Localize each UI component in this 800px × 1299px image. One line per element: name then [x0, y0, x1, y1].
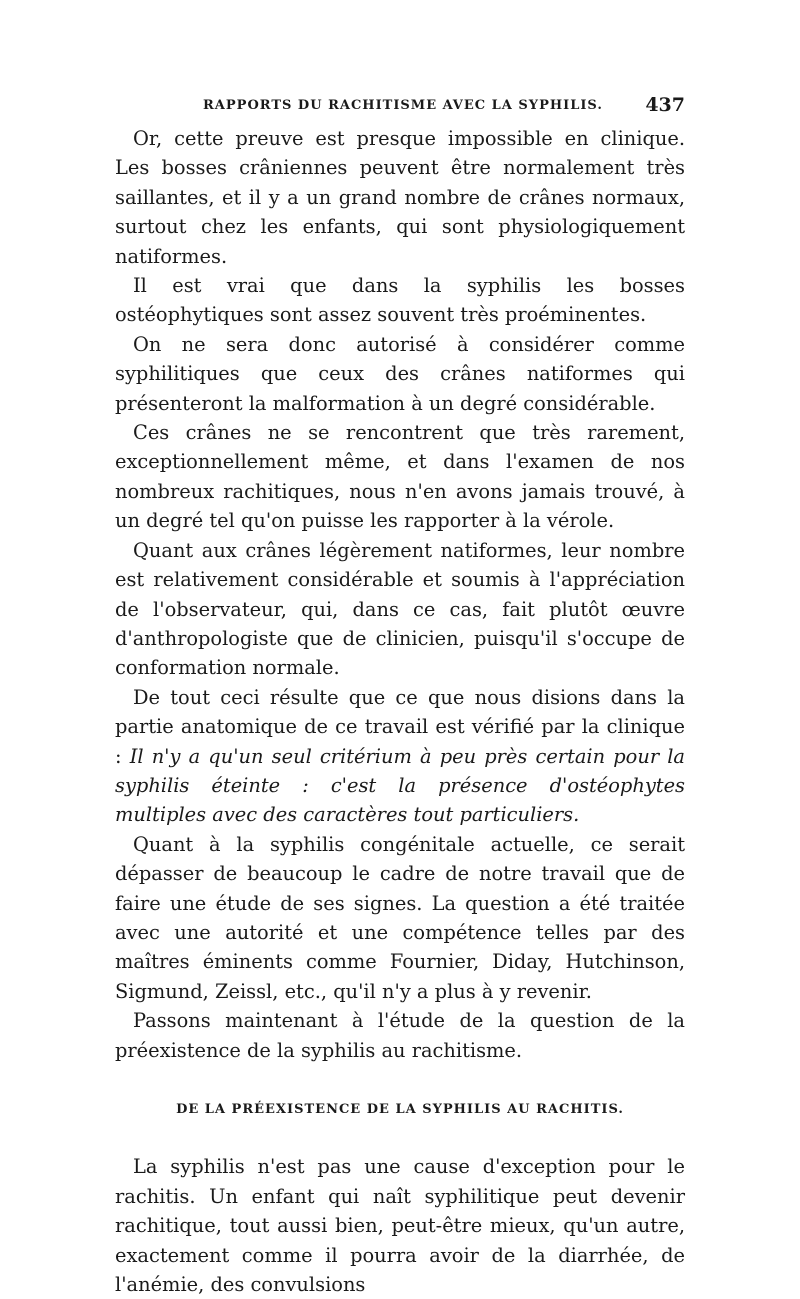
running-title: RAPPORTS DU RACHITISME AVEC LA SYPHILIS. — [203, 98, 603, 113]
body-text — [115, 124, 685, 1299]
paragraph-4: Ces crânes ne se rencontrent que très rarement, exceptionnellement même, et dans l'examen de nos nombreux rachitiques, nous n'en avons jamais trouvé, à un degré tel qu'on puisse les rapporter à la vérole. — [115, 421, 685, 533]
paragraph-5: Quant aux crânes légèrement natiformes, leur nombre est relativement considérable et soumis à l'appréciation de l'observateur, qui, dans ce cas, fait plutôt œuvre d'anthropologiste que de clinicien, puisqu'il s'occupe de conformation normale. — [115, 538, 685, 680]
section-heading: DE LA PRÉEXISTENCE DE LA SYPHILIS AU RACHITIS. — [176, 1102, 624, 1117]
paragraph-2: Il est vrai que dans la syphilis les bosses ostéophytiques sont assez souvent très proéminentes. — [115, 274, 685, 327]
paragraph-6 — [115, 683, 685, 830]
running-head — [115, 90, 685, 124]
paragraph-8: Passons maintenant à l'étude de la question de la préexistence de la syphilis au rachitisme. — [115, 1009, 685, 1062]
paragraph-3: On ne sera donc autorisé à considérer comme syphilitiques que ceux des crânes natiformes qui présenteront la malformation à un degré considérable. — [115, 332, 685, 415]
page-number: 437 — [645, 94, 685, 116]
paragraph-1: Or, cette preuve est presque impossible en clinique. Les bosses crâniennes peuvent être normalement très saillantes, et il y a un grand nombre de crânes normaux, surtout chez les enfants, qui sont physiologiquement natiformes. — [115, 127, 685, 268]
paragraph-6-text: De tout ceci résulte que ce que nous disions dans la partie anatomique de ce travail est vérifié par la clinique : — [115, 685, 685, 768]
paragraph-7: Quant à la syphilis congénitale actuelle, ce serait dépasser de beaucoup le cadre de notre travail que de faire une étude de ses signes. La question a été traitée avec une autorité et une compétence telles par des maîtres éminents comme Fournier, Diday, Hutchinson, Sigmund, Zeissl, etc., qu'il n'y a plus à y revenir. — [115, 832, 685, 1003]
paragraph-6-italic: Il n'y a qu'un seul critérium à peu près certain pour la syphilis éteinte : c'est la présence d'ostéophytes multiples avec des caractères tout particuliers. — [115, 744, 685, 827]
book-page — [115, 90, 685, 1299]
paragraph-9: La syphilis n'est pas une cause d'exception pour le rachitis. Un enfant qui naît syphilitique peut devenir rachitique, tout aussi bien, peut-être mieux, qu'un autre, exactement comme il pourra avoir de la diarrhée, de l'anémie, des convulsions — [115, 1155, 685, 1297]
